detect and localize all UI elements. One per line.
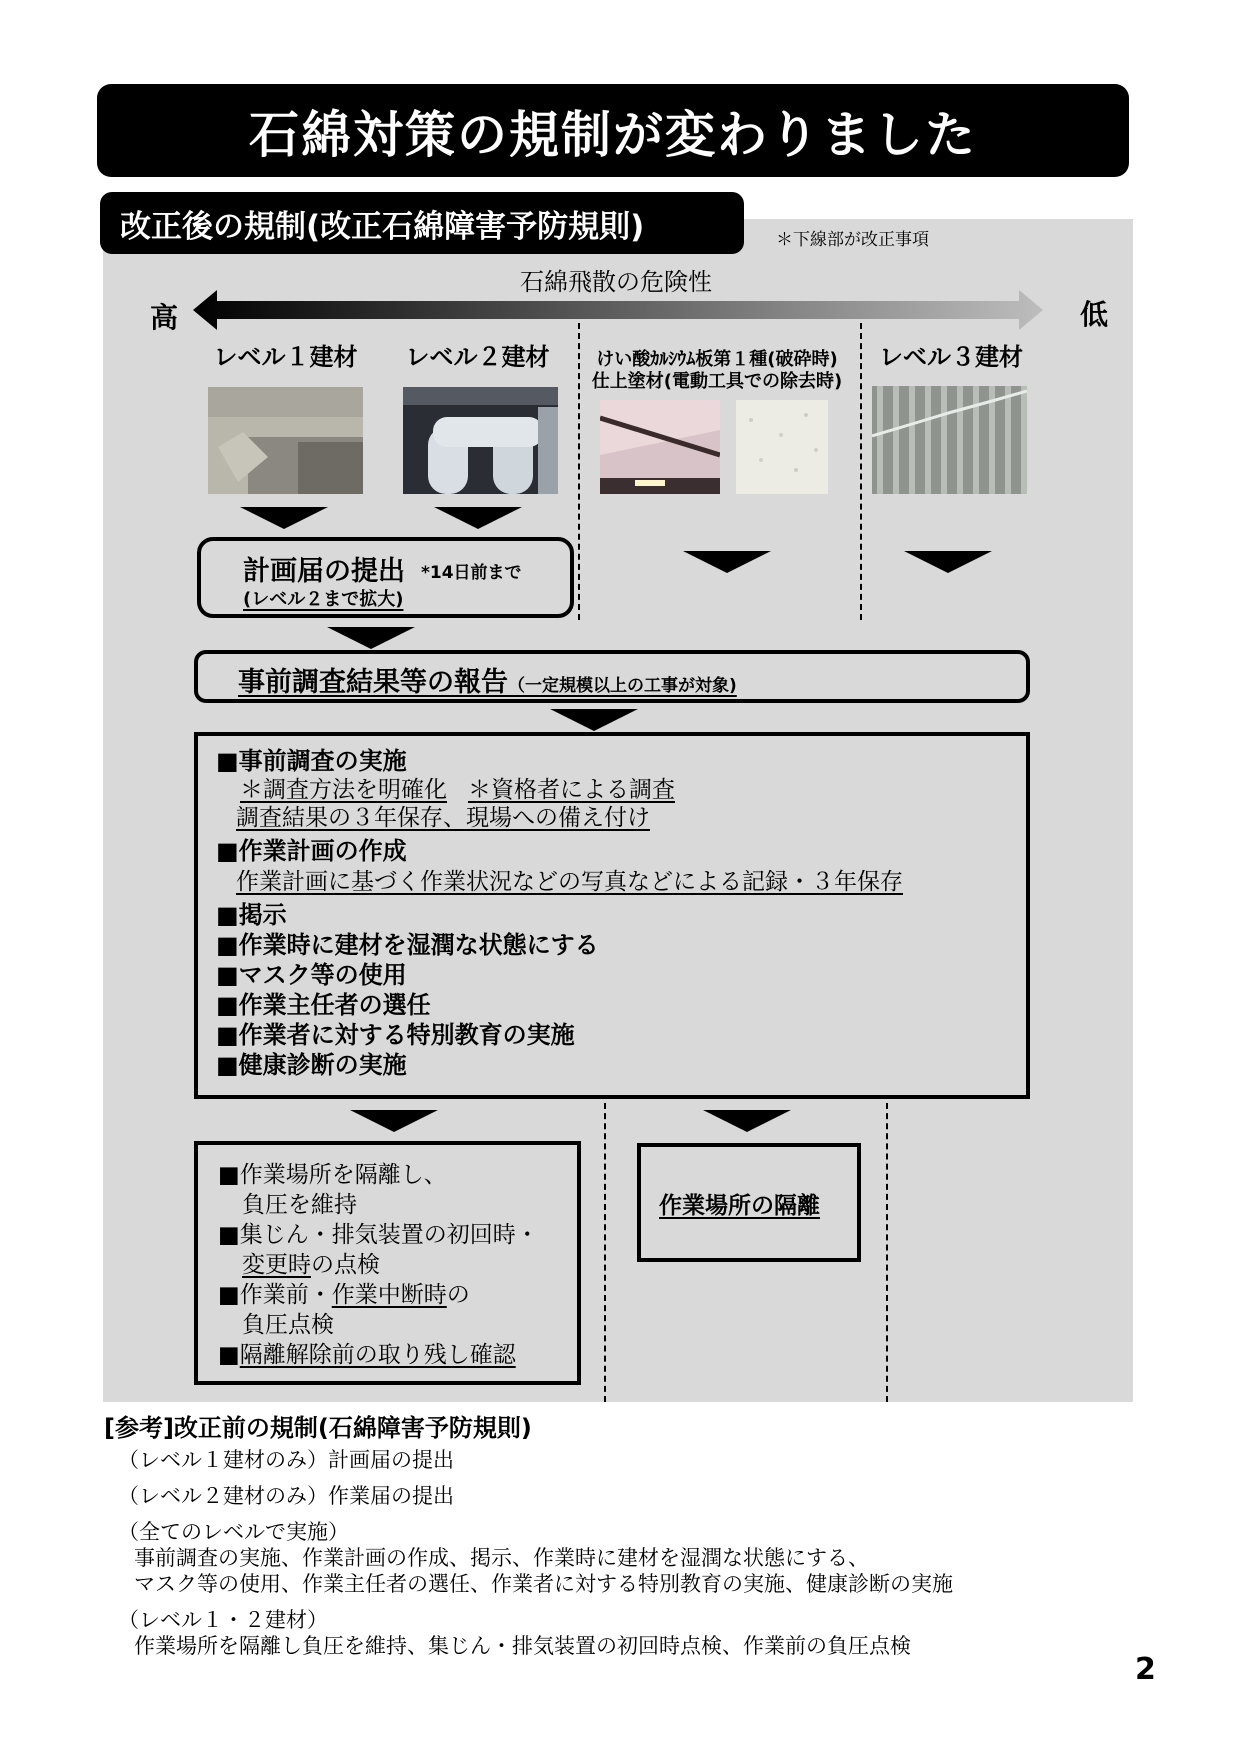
down-arrow-icon — [350, 1110, 438, 1132]
isolation-line4-mark: ■ — [218, 1342, 240, 1368]
risk-label: 石綿飛散の危険性 — [520, 268, 712, 296]
isolation-line2a: ■集じん・排気装置の初回時・ — [218, 1222, 539, 1248]
isolation-line2b-rest: の点検 — [311, 1252, 380, 1278]
down-arrow-icon — [240, 507, 328, 529]
plan-notification-box — [197, 537, 574, 618]
risk-high-label: 高 — [150, 301, 179, 334]
down-arrow-icon — [327, 627, 415, 649]
isolation-line3a — [218, 1281, 470, 1310]
measure-plan: ■作業計画の作成 — [216, 837, 407, 865]
down-arrow-icon — [683, 551, 771, 573]
survey-report-box — [194, 650, 1030, 703]
measure-mask: ■マスク等の使用 — [216, 961, 407, 989]
plan-expansion-note: (レベル２まで拡大) — [243, 589, 404, 610]
survey-report-title — [238, 660, 737, 699]
measure-plan-note: 作業計画に基づく作業状況などの写真などによる記録・３年保存 — [236, 869, 903, 895]
reference-line2: （レベル２建材のみ）作業届の提出 — [118, 1484, 454, 1508]
isolation-small-label: 作業場所の隔離 — [659, 1193, 820, 1219]
isolation-line3a-underlined: 作業中断時 — [331, 1282, 447, 1308]
plan-notification-title: 計画届の提出 — [243, 556, 405, 587]
measure-survey: ■事前調査の実施 — [216, 747, 407, 775]
measure-health-check: ■健康診断の実施 — [216, 1051, 407, 1079]
finish-coating-title: 仕上塗材(電動工具での除去時) — [591, 371, 843, 392]
measure-survey-note3: 調査結果の３年保存、現場への備え付け — [236, 805, 650, 831]
reference-line4: （レベル１・２建材） — [118, 1608, 328, 1632]
down-arrow-icon — [904, 551, 992, 573]
calcium-board-photo — [600, 400, 720, 494]
page-number: 2 — [1135, 1652, 1156, 1687]
isolation-line3a-pre: ■作業前・ — [218, 1282, 332, 1308]
down-arrow-icon — [550, 709, 638, 731]
level1-title: レベル１建材 — [213, 343, 358, 371]
isolation-line2b-underlined: 変更時 — [242, 1252, 311, 1278]
reference-line3a: 事前調査の実施、作業計画の作成、掲示、作業時に建材を湿潤な状態にする、 — [134, 1546, 869, 1570]
survey-report-scope: （一定規模以上の工事が対象) — [508, 676, 737, 696]
column-divider — [604, 1103, 606, 1402]
isolation-line4-underlined: 隔離解除前の取り残し確認 — [239, 1342, 516, 1368]
measure-survey-note1: ＊調査方法を明確化 — [240, 777, 447, 803]
risk-gradient-arrow — [193, 288, 1043, 332]
underline-note: ＊下線部が改正事項 — [776, 230, 929, 250]
plan-deadline: *14日前まで — [421, 563, 522, 583]
reference-line1: （レベル１建材のみ）計画届の提出 — [118, 1448, 454, 1472]
measure-survey-note2: ＊資格者による調査 — [468, 777, 675, 803]
measure-supervisor: ■作業主任者の選任 — [216, 991, 431, 1019]
reference-line3: （全てのレベルで実施） — [118, 1520, 349, 1544]
isolation-line2b — [242, 1251, 380, 1280]
column-divider — [578, 323, 580, 620]
isolation-line4 — [218, 1341, 516, 1370]
level2-photo — [403, 387, 558, 494]
measure-training: ■作業者に対する特別教育の実施 — [216, 1021, 575, 1049]
isolation-line3b: 負圧点検 — [242, 1312, 334, 1338]
finish-coating-photo — [736, 400, 828, 494]
measure-posting: ■掲示 — [216, 901, 287, 929]
reference-title: [参考]改正前の規制(石綿障害予防規則) — [104, 1414, 532, 1442]
column-divider — [860, 323, 862, 620]
measure-wetting: ■作業時に建材を湿潤な状態にする — [216, 931, 599, 959]
calcium-board-title: けい酸ｶﾙｼｳﾑ板第１種(破砕時) — [596, 349, 838, 370]
reference-line3b: マスク等の使用、作業主任者の選任、作業者に対する特別教育の実施、健康診断の実施 — [134, 1572, 953, 1596]
down-arrow-icon — [434, 507, 522, 529]
level2-title: レベル２建材 — [405, 343, 550, 371]
level3-photo — [872, 386, 1027, 494]
page-title: 石綿対策の規制が変わりました — [97, 84, 1129, 177]
risk-low-label: 低 — [1080, 298, 1109, 331]
level1-photo — [208, 387, 363, 494]
section-tab: 改正後の規制(改正石綿障害予防規則) — [100, 192, 744, 254]
isolation-small-box — [637, 1143, 861, 1262]
column-divider — [886, 1103, 888, 1402]
isolation-line3a-post: の — [446, 1282, 470, 1308]
isolation-line1b: 負圧を維持 — [242, 1192, 357, 1218]
reference-line4a: 作業場所を隔離し負圧を維持、集じん・排気装置の初回時点検、作業前の負圧点検 — [134, 1634, 911, 1658]
survey-report-title-text: 事前調査結果等の報告 — [238, 667, 508, 698]
isolation-measures-box — [194, 1141, 581, 1385]
common-measures-box — [194, 732, 1030, 1099]
level3-title: レベル３建材 — [879, 343, 1023, 371]
isolation-line1a: ■作業場所を隔離し、 — [218, 1162, 447, 1188]
down-arrow-icon — [703, 1110, 791, 1132]
